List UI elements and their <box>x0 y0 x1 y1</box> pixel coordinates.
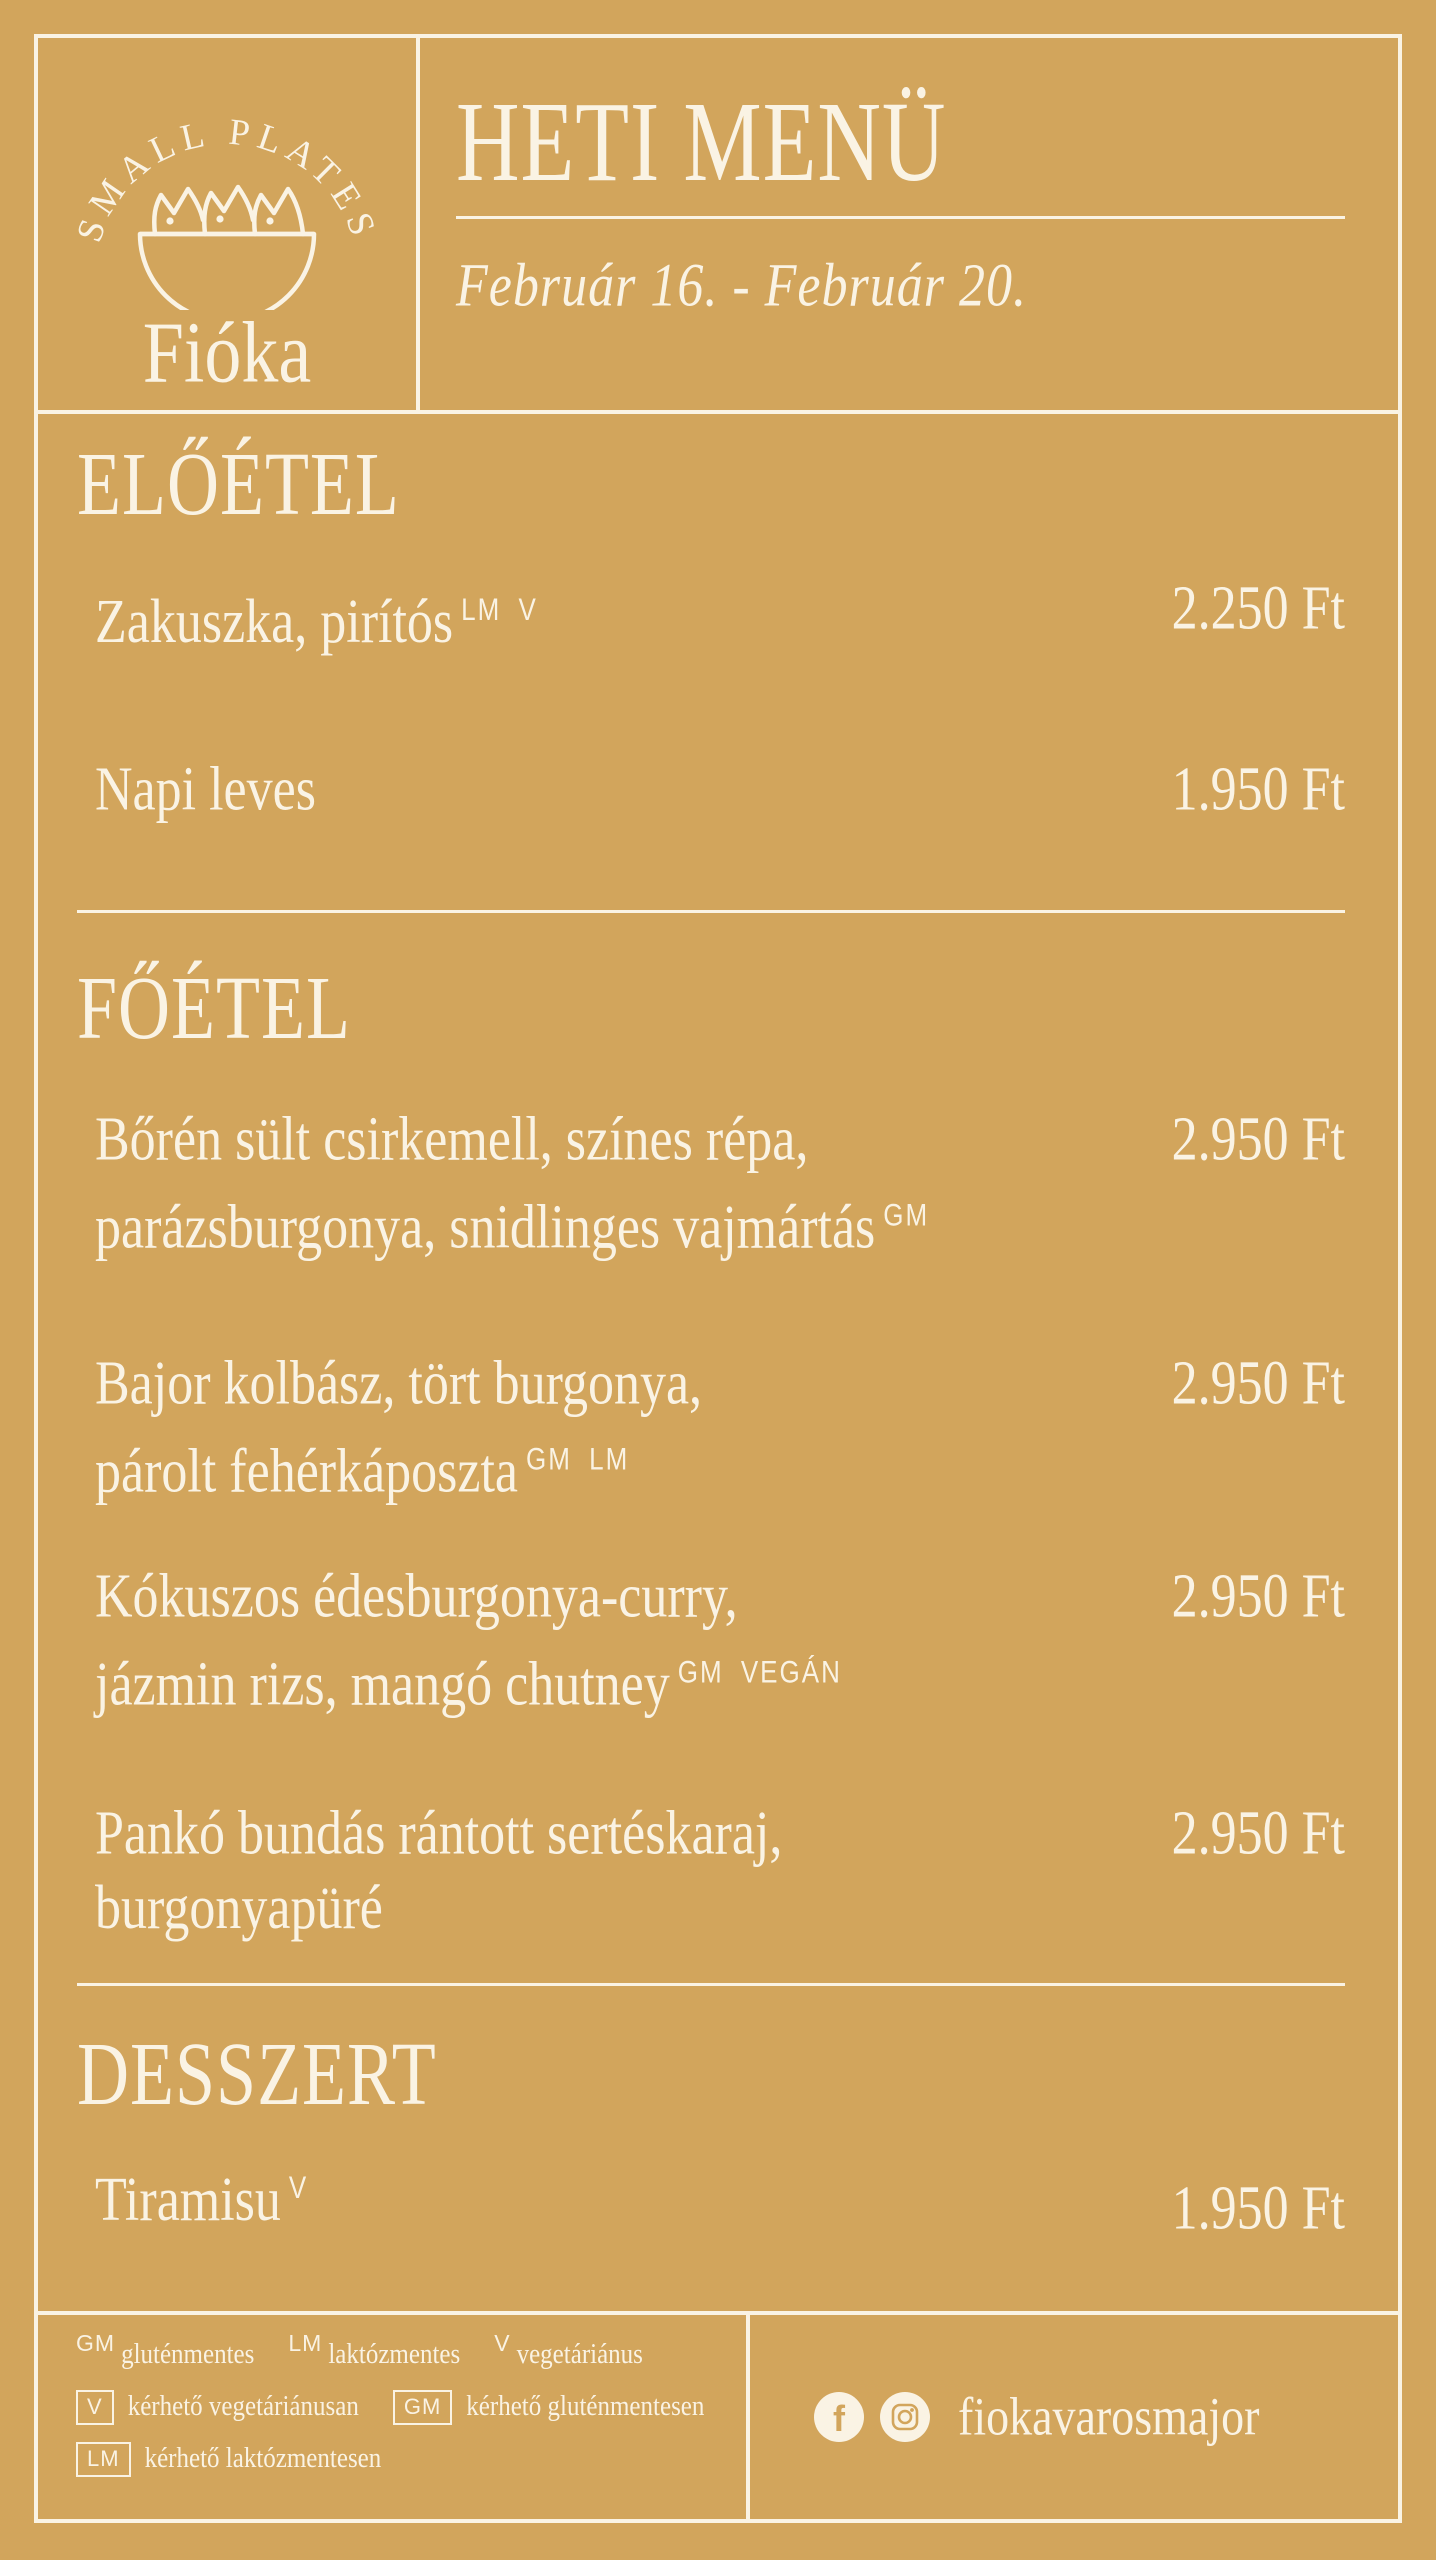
section-divider <box>77 910 1345 913</box>
legend-mark-lm: LM <box>288 2329 323 2356</box>
brand-logo-block <box>38 38 420 410</box>
menu-item-line: Kókuszos édesburgonya-curry, <box>95 1562 738 1631</box>
menu-item-line: Zakuszka, pirítós <box>95 587 454 657</box>
menu-item-price: 1.950 Ft <box>1171 2174 1345 2244</box>
menu-item-name <box>95 2150 308 2238</box>
instagram-icon[interactable] <box>880 2392 930 2442</box>
section-heading-appetizer: ELŐÉTEL <box>77 434 400 534</box>
menu-item-price: 2.950 Ft <box>1171 1799 1345 1869</box>
menu-item-line: Pankó bundás rántott sertéskaraj, <box>95 1799 783 1869</box>
menu-body <box>38 414 1398 2311</box>
legend-label: kérhető vegetáriánusan <box>127 2390 359 2422</box>
svg-text:SMALL PLATES <box>69 112 385 248</box>
section-divider <box>77 1983 1345 1986</box>
legend-boxed-mark-gm: GM <box>393 2390 452 2425</box>
header <box>38 38 1398 414</box>
legend-boxed-mark-v: V <box>76 2390 114 2425</box>
menu-item-price: 2.950 Ft <box>1171 1105 1345 1175</box>
menu-item-name <box>95 572 538 660</box>
legend-entry <box>76 2329 255 2370</box>
legend-row <box>76 2329 746 2381</box>
menu-item-line: burgonyapüré <box>95 1874 383 1943</box>
menu-item-name <box>95 1347 702 1509</box>
legend-entry <box>393 2390 705 2425</box>
facebook-icon[interactable]: f <box>814 2392 864 2442</box>
legend-entry <box>494 2329 643 2370</box>
page-title: HETI MENÜ <box>456 80 947 207</box>
menu-item <box>77 1347 1345 1506</box>
menu-item-line: párolt fehérkáposzta <box>95 1437 519 1506</box>
legend-label: gluténmentes <box>121 2338 255 2370</box>
menu-item-name <box>95 1797 782 1946</box>
dietary-marks: LM V <box>461 591 538 628</box>
section-heading-dessert: DESSZERT <box>77 2024 437 2125</box>
title-underline <box>456 216 1345 219</box>
footer <box>38 2311 1398 2519</box>
legend-mark-gm: GM <box>76 2329 116 2356</box>
menu-item-line: Bajor kolbász, tört burgonya, <box>95 1349 703 1418</box>
dietary-legend <box>38 2315 750 2519</box>
menu-item-name <box>95 1560 842 1722</box>
menu-item-line: Napi leves <box>95 755 316 825</box>
legend-label: vegetáriánus <box>516 2338 643 2370</box>
legend-entry <box>76 2390 359 2425</box>
social-block <box>750 2315 1398 2519</box>
legend-mark-v: V <box>494 2329 511 2356</box>
menu-item <box>77 572 1345 657</box>
legend-label: kérhető gluténmentesen <box>466 2390 705 2422</box>
dietary-marks: GM VEGÁN <box>677 1653 842 1690</box>
menu-item-price: 1.950 Ft <box>1171 755 1345 825</box>
menu-item <box>77 2150 1345 2244</box>
legend-entry <box>288 2329 461 2370</box>
legend-row <box>76 2381 746 2433</box>
menu-item-price: 2.950 Ft <box>1171 1349 1345 1418</box>
legend-entry <box>76 2442 381 2477</box>
menu-item-price: 2.250 Ft <box>1171 574 1345 643</box>
menu-item <box>77 1797 1345 1943</box>
menu-poster-frame <box>34 34 1402 2523</box>
bowl-icon <box>140 234 314 310</box>
legend-label: kérhető laktózmentesen <box>144 2442 382 2474</box>
menu-item <box>77 1103 1345 1263</box>
legend-label: laktózmentes <box>328 2338 461 2370</box>
menu-item-name <box>95 1103 929 1265</box>
date-range: Február 16. - Február 20. <box>456 252 1027 320</box>
menu-item-price: 2.950 Ft <box>1171 1562 1345 1631</box>
menu-item <box>77 753 1345 825</box>
brand-arc-text: SMALL PLATES <box>68 111 386 248</box>
menu-item <box>77 1560 1345 1719</box>
title-block <box>420 38 1398 410</box>
brand-name: Fióka <box>142 304 312 402</box>
chick-heads-icon <box>154 187 303 234</box>
legend-boxed-mark-lm: LM <box>76 2442 131 2477</box>
small-plates-bowl-logo-icon <box>62 58 392 310</box>
menu-item-line: Bőrén sült csirkemell, színes répa, <box>95 1105 809 1175</box>
social-handle[interactable]: fiokavarosmajor <box>958 2386 1260 2447</box>
menu-item-line: Tiramisu <box>95 2166 281 2235</box>
dietary-marks: V <box>288 2169 309 2206</box>
legend-row <box>76 2433 746 2485</box>
menu-item-line: jázmin rizs, mangó chutney <box>95 1650 670 1719</box>
menu-item-name <box>95 753 316 827</box>
dietary-marks: GM <box>883 1196 930 1233</box>
dietary-marks: GM LM <box>526 1440 630 1477</box>
menu-item-line: parázsburgonya, snidlinges vajmártás <box>95 1193 876 1263</box>
section-heading-main: FŐÉTEL <box>77 958 351 1059</box>
